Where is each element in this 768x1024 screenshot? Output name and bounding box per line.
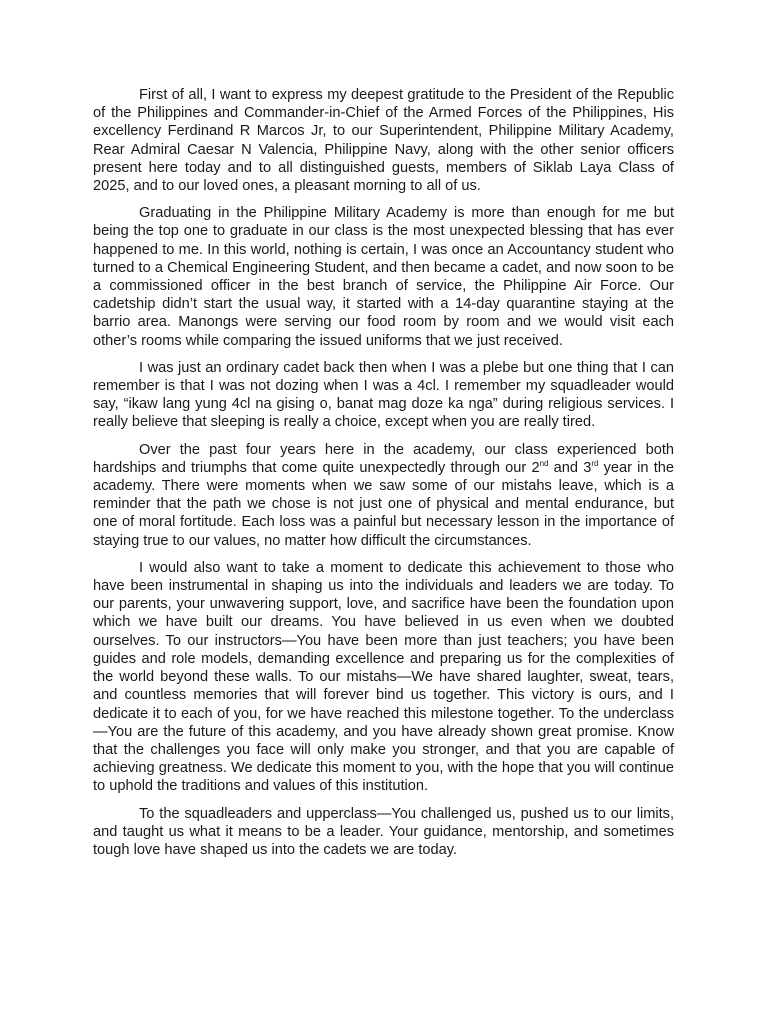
paragraph-four-years-part-b: and 3: [548, 459, 592, 476]
paragraph-plebe: I was just an ordinary cadet back then when I was a plebe but one thing that I can remember is that I was not dozing when I was a 4cl. I remember my squadleader would say, “ikaw lang yung 4cl na gising o, banat mag doze ka nga” during religious services. I really believe that sleeping is really a choice, except when you are really tired.: [93, 359, 674, 431]
paragraph-graduating: Graduating in the Philippine Military Academy is more than enough for me but being the top one to graduate in our class is the most unexpected blessing that has ever happened to me. In this world, nothing is certain, I was once an Accountancy student who turned to a Chemical Engineering Student, and then became a cadet, and now soon to be a commissioned officer in the best branch of service, the Philippine Air Force. Our cadetship didn’t start the usual way, it started with a 14-day quarantine staying at the barrio area. Manongs were serving our food room by room and we would visit each other’s rooms while comparing the issued uniforms that we just received.: [93, 205, 674, 349]
paragraph-four-years-part-a: Over the past four years here in the academy, our class experienced both hardships and triumphs that come quite unexpectedly through our 2: [93, 441, 674, 476]
paragraph-dedication: I would also want to take a moment to dedicate this achievement to those who have been instrumental in shaping us into the individuals and leaders we are today. To our parents, your unwavering support, love, and sacrifice have been the foundation upon which we have built our dreams. You have believed in us even when we doubted ourselves. To our instructors—You have been more than just teachers; you have been guides and role models, demanding excellence and preparing us for the complexities of the world beyond these walls. To our mistahs—We have shared laughter, sweat, tears, and countless memories that will forever bind us together. This victory is ours, and I dedicate it to each of you, for we have reached this milestone together. To the underclass—You are the future of this academy, and you have already shown great promise. Know that the challenges you face will only make you stronger, and that you are capable of achieving greatness. We dedicate this moment to you, with the hope that you will continue to uphold the traditions and values of this institution.: [93, 559, 674, 795]
paragraph-greeting: First of all, I want to express my deepest gratitude to the President of the Republic of the Philippines and Commander-in-Chief of the Armed Forces of the Philippines, His excellency Ferdinand R Marcos Jr, to our Superintendent, Philippine Military Academy, Rear Admiral Caesar N Valencia, Philippine Navy, along with the other senior officers present here today and to all distinguished guests, members of Siklab Laya Class of 2025, and to our loved ones, a pleasant morning to all of us.: [93, 87, 674, 195]
paragraph-four-years-part-c: year in the academy. There were moments when we saw some of our mistahs leave, which is a reminder that the path we chose is not just one of physical and mental endurance, but one of moral fortitude. Each loss was a painful but necessary lesson in the importance of staying true to our values, no matter how difficult the circumstances.: [93, 459, 675, 549]
paragraph-four-years: [93, 441, 674, 550]
ordinal-suffix-rd: rd: [591, 459, 599, 468]
document-page: [93, 86, 674, 868]
ordinal-suffix-nd: nd: [539, 459, 549, 468]
paragraph-squadleaders: To the squadleaders and upperclass—You challenged us, pushed us to our limits, and taught us what it means to be a leader. Your guidance, mentorship, and sometimes tough love have shaped us into the cadets we are today.: [93, 805, 674, 858]
